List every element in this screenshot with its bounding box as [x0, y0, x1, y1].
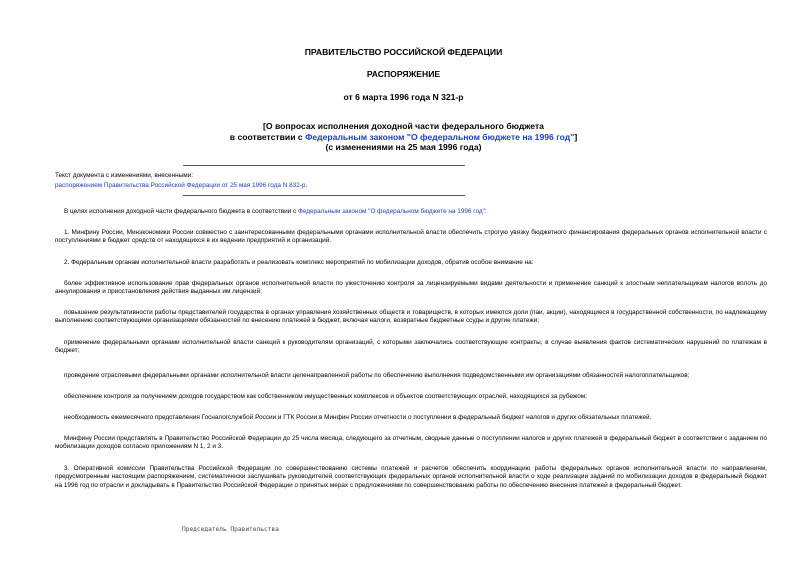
intro-paragraph	[55, 208, 767, 216]
title-line-2-prefix: в соответствии с	[229, 131, 306, 142]
paragraph-2: 2. Федеральным органам исполнительной власти разработать и реализовать комплекс мероприятий по мобилизации доходов, обратив особое внимание на:	[64, 259, 534, 266]
divider-bottom	[183, 195, 465, 196]
document-date-number: от 6 марта 1996 года N 321-р	[343, 92, 464, 102]
title-line-3: (с изменениями на 25 мая 1996 года)	[325, 142, 482, 152]
title-line-1: [О вопросах исполнения доходной части федерального бюджета	[263, 121, 544, 131]
paragraph-1: 1. Минфину России, Минэкономики России совместно с заинтересованными федеральными органами исполнительной власти обеспечить строгую увязку бюджетного финансирования федеральных органов исполнительной власти с поступлениями в бюджет средств от находящихся в их ведении предприятий и организаций.	[55, 229, 767, 245]
paragraph-10: 3. Оперативной комиссии Правительства Российской Федерации по совершенствованию системы платежей и расчетов обеспечить координацию работы федеральных органов исполнительной власти по направлениям, предусмотренным настоящим распоряжением, систематически заслушивать руководителей соответствующих федеральных органов исполнительной власти о ходе реализации заданий по мобилизации доходов в федеральный бюджет на 1996 год по отрасли и докладывать в Правительство Российской Федерации о принятых мерах с предложениями по совершенствованию работы по обеспечению внесения платежей в федеральный бюджет.	[55, 465, 767, 489]
paragraph-5: применение федеральными органами исполнительной власти санкций к руководителям организаций, с которыми заключались соответствующие контракты, в случае выявления фактов систематических нарушений по платежам в бюджет;	[55, 339, 767, 355]
intro-law-link[interactable]: Федеральным законом "О федеральном бюджете на 1996 год"	[298, 208, 485, 215]
document-title	[0, 121, 807, 153]
intro-suffix: :	[484, 208, 487, 215]
federal-law-link[interactable]: Федеральным законом "О федеральном бюджете на 1996 год"	[305, 131, 575, 142]
paragraph-7: обеспечение контроля за получением доходов государством как собственником имущественных комплексов и объектов соответствующих отраслей, находящихся за рубежом;	[64, 393, 587, 400]
intro-prefix: В целях исполнения доходной части федерального бюджета в соответствии с	[64, 208, 298, 215]
amendment-link-suffix: .	[305, 182, 308, 189]
document-type-heading: РАСПОРЯЖЕНИЕ	[366, 69, 441, 79]
paragraph-6: проведение отраслевыми федеральными органами исполнительной власти целенаправленной работы по обеспечению выполнения подведомственными им организациями обязанностей налогоплательщиков;	[64, 372, 690, 379]
title-line-2	[0, 132, 807, 143]
issuer-heading: ПРАВИТЕЛЬСТВО РОССИЙСКОЙ ФЕДЕРАЦИИ	[304, 47, 503, 57]
divider-top	[183, 165, 465, 166]
amendments-entry	[55, 182, 307, 190]
paragraph-8: необходимость ежемесячного представления Госналогслужбой России и ГТК России в Минфин России отчетности о поступлении в федеральный бюджет налогов и других обязательных платежей.	[64, 414, 652, 421]
amendment-link[interactable]: распоряжением Правительства Российской Федерации от 25 мая 1996 года N 832-р	[55, 182, 306, 189]
amendments-label: Текст документа с изменениями, внесенными:	[55, 172, 193, 179]
paragraph-9: Минфину России представлять в Правительство Российской Федерации до 25 числа месяца, следующего за отчетным, сводные данные о поступлении налогов и других платежей в федеральный бюджет в соответствии с заданием по мобилизации доходов согласно приложениям N 1, 2 и 3.	[55, 435, 767, 451]
title-line-2-suffix: ]	[574, 131, 578, 142]
paragraph-3: более эффективное использование прав федеральных органов исполнительной власти по ужесточению контроля за лицензируемыми видами деятельности и применение санкций к злостным неплательщикам налогов вплоть до аннулирования и приостановления действия выданных им лицензий;	[55, 280, 767, 296]
signature-line: Председатель Правительства	[182, 526, 279, 533]
paragraph-4: повышение результативности работы представителей государства в органах управления хозяйственных обществ и товариществ, в которых имеются доли (паи, акции), находящиеся в государственной собственности, по надлежащему выполнению соответствующими организациями обязанностей по внесению платежей в бюджет, включая налоги, возвратные бюджетные ссуды и другие платежи;	[55, 309, 767, 325]
